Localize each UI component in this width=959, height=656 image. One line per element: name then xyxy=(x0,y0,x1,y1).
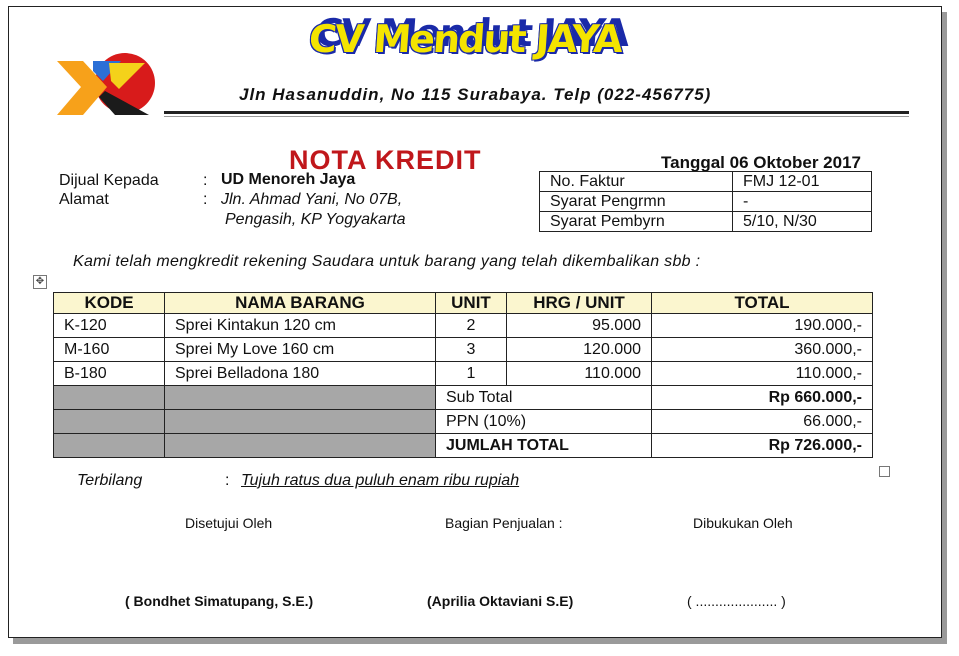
subtotal-row xyxy=(54,386,873,410)
sold-to-value: UD Menoreh Jaya xyxy=(221,171,356,188)
item-total: 360.000,- xyxy=(652,338,873,362)
item-name: Sprei Kintakun 120 cm xyxy=(165,314,436,338)
address-label: Alamat xyxy=(59,191,109,208)
item-unit: 2 xyxy=(436,314,507,338)
grand-total-row xyxy=(54,434,873,458)
item-code: K-120 xyxy=(54,314,165,338)
sold-to-label: Dijual Kepada xyxy=(59,172,159,189)
intro-text: Kami telah mengkredit rekening Saudara untuk barang yang telah dikembalikan sbb : xyxy=(73,253,701,270)
header-divider-thin xyxy=(164,116,909,117)
item-price: 110.000 xyxy=(507,362,652,386)
approved-by-name: ( Bondhet Simatupang, S.E.) xyxy=(125,593,314,609)
header-divider xyxy=(164,111,909,114)
header-unit: UNIT xyxy=(436,293,507,314)
item-name: Sprei My Love 160 cm xyxy=(165,338,436,362)
credit-note-page xyxy=(8,6,942,638)
table-row xyxy=(54,362,873,386)
table-move-handle-icon[interactable]: ✥ xyxy=(33,275,47,289)
grand-total-value: Rp 726.000,- xyxy=(652,434,873,458)
header-total: TOTAL xyxy=(652,293,873,314)
company-brand-name: CV Mendut JAYA xyxy=(307,17,623,61)
address-line-1: Jln. Ahmad Yani, No 07B, xyxy=(221,191,403,208)
header-code: KODE xyxy=(54,293,165,314)
item-unit: 1 xyxy=(436,362,507,386)
item-code: M-160 xyxy=(54,338,165,362)
header-price: HRG / UNIT xyxy=(507,293,652,314)
table-row xyxy=(54,314,873,338)
grey-cell xyxy=(54,410,165,434)
item-unit: 3 xyxy=(436,338,507,362)
items-table xyxy=(53,292,873,458)
item-name: Sprei Belladona 180 xyxy=(165,362,436,386)
table-resize-handle-icon[interactable] xyxy=(879,466,890,477)
tax-row xyxy=(54,410,873,434)
item-code: B-180 xyxy=(54,362,165,386)
item-total: 190.000,- xyxy=(652,314,873,338)
company-address: Jln Hasanuddin, No 115 Surabaya. Telp (022-456775) xyxy=(239,85,712,104)
grey-cell xyxy=(165,386,436,410)
info-value: - xyxy=(733,192,872,212)
item-price: 120.000 xyxy=(507,338,652,362)
item-price: 95.000 xyxy=(507,314,652,338)
booked-by-label: Dibukukan Oleh xyxy=(693,515,793,531)
info-value: FMJ 12-01 xyxy=(733,172,872,192)
grey-cell xyxy=(165,410,436,434)
booked-by-name: ( ..................... ) xyxy=(687,593,786,609)
approved-by-label: Disetujui Oleh xyxy=(185,515,273,531)
header-name: NAMA BARANG xyxy=(165,293,436,314)
invoice-info-table xyxy=(539,171,872,232)
info-label: Syarat Pengrmn xyxy=(540,192,733,212)
document-date: Tanggal 06 Oktober 2017 xyxy=(661,153,861,172)
subtotal-value: Rp 660.000,- xyxy=(652,386,873,410)
terbilang-label: Terbilang xyxy=(77,472,143,489)
info-value: 5/10, N/30 xyxy=(733,212,872,232)
grey-cell xyxy=(165,434,436,458)
item-total: 110.000,- xyxy=(652,362,873,386)
grey-cell xyxy=(54,386,165,410)
subtotal-label: Sub Total xyxy=(436,386,652,410)
grand-total-label: JUMLAH TOTAL xyxy=(436,434,652,458)
sales-dept-name: (Aprilia Oktaviani S.E) xyxy=(427,593,574,609)
info-row xyxy=(540,172,872,192)
info-row xyxy=(540,212,872,232)
tax-label: PPN (10%) xyxy=(436,410,652,434)
info-label: No. Faktur xyxy=(540,172,733,192)
company-logo-icon xyxy=(49,53,159,121)
terbilang-colon: : xyxy=(225,472,230,489)
grey-cell xyxy=(54,434,165,458)
sales-dept-label: Bagian Penjualan : xyxy=(445,515,563,531)
document-title: NOTA KREDIT xyxy=(289,145,482,175)
info-label: Syarat Pembyrn xyxy=(540,212,733,232)
info-row xyxy=(540,192,872,212)
table-row xyxy=(54,338,873,362)
tax-value: 66.000,- xyxy=(652,410,873,434)
terbilang-value: Tujuh ratus dua puluh enam ribu rupiah xyxy=(241,472,520,489)
items-header-row xyxy=(54,293,873,314)
sold-to-colon: : xyxy=(203,172,208,189)
address-colon: : xyxy=(203,191,208,208)
address-line-2: Pengasih, KP Yogyakarta xyxy=(225,211,406,228)
